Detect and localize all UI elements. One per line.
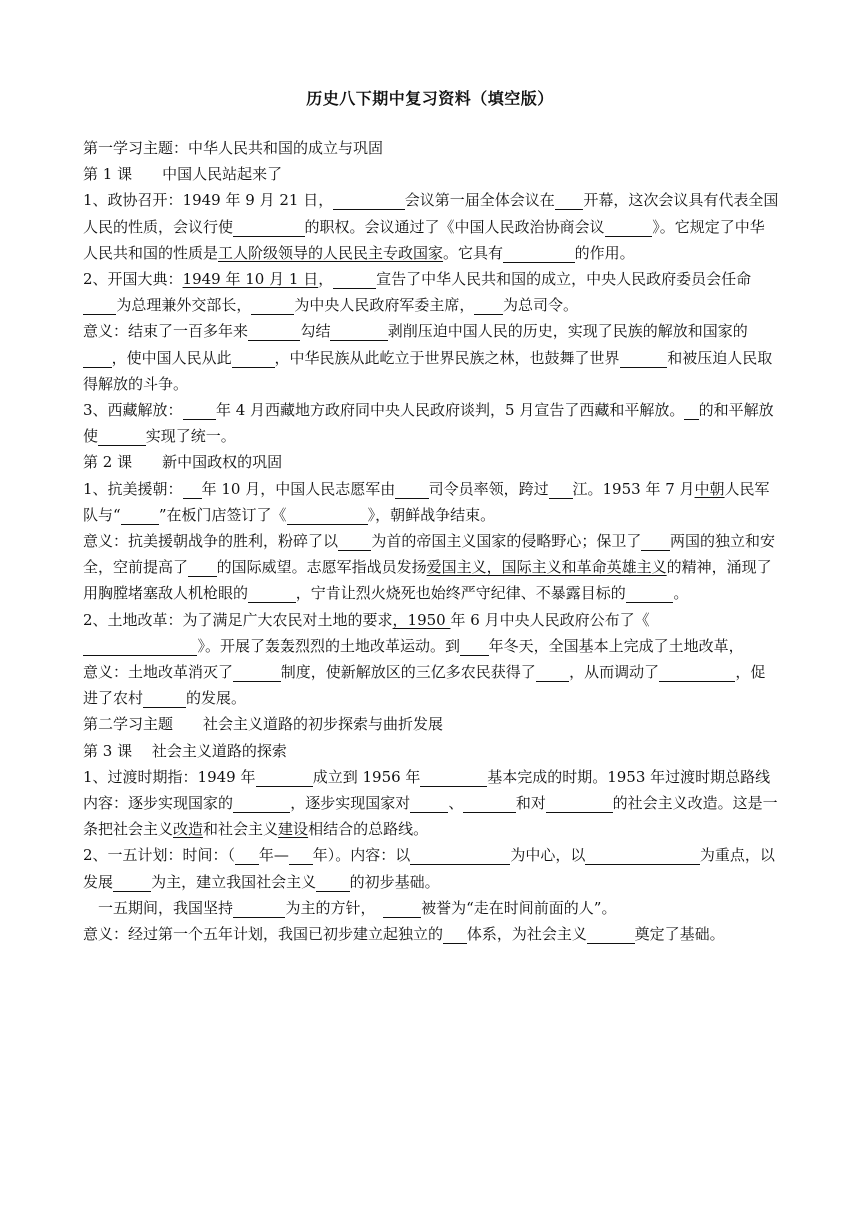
text-segment: 第二学习主题 社会主义道路的初步探索与曲折发展: [83, 715, 444, 734]
fill-blank: [585, 846, 699, 865]
text-segment: 年 4 月西藏地方政府同中央人民政府谈判，5 月宣告了西藏和平解放。: [215, 401, 685, 420]
text-segment: 第 2 课 新中国政权的巩固: [83, 453, 283, 472]
text-segment: ，从而调动了: [569, 663, 660, 682]
fill-blank: [410, 794, 448, 813]
text-segment: 的职权。会议通过了《中国人民政治协商会议: [304, 217, 605, 236]
text-segment: 江。1953 年 7 月: [572, 479, 695, 498]
text-segment: 2、开国大典：: [83, 270, 183, 289]
text-segment: 的发展。: [185, 689, 246, 708]
fill-blank: [83, 637, 197, 656]
text-segment: 意义：经过第一个五年计划，我国已初步建立起独立的: [83, 925, 444, 944]
fill-blank: [248, 584, 296, 603]
underlined-text: 爱国主义，国际主义和革命英雄主义: [426, 558, 667, 577]
fill-blank: [684, 401, 698, 420]
text-segment: 被誉为“走在时间前面的人”。: [421, 898, 617, 917]
paragraph: [83, 135, 779, 161]
text-segment: 开幕，这次会议具有代表全国人民的性质，会议行使: [83, 191, 779, 236]
fill-blank: [443, 925, 467, 944]
fill-blank: [383, 899, 421, 918]
document-body: [83, 135, 779, 947]
paragraph: [83, 711, 779, 737]
text-segment: 基本完成的时期。1953 年过渡时期总路线内容：逐步实现国家的: [83, 767, 771, 813]
text-segment: 为首的帝国主义国家的侵略野心；保卫了: [371, 532, 642, 551]
text-segment: 司令员率领，跨过: [428, 479, 549, 498]
text-segment: ，促进了农村: [83, 663, 766, 708]
fill-blank: [188, 558, 217, 577]
text-segment: 》，朝鲜战争结束。: [367, 505, 496, 524]
text-segment: 年 6 月中央人民政府公布了《: [450, 610, 650, 629]
paragraph: [83, 161, 779, 187]
text-segment: 年 10 月，中国人民志愿军由: [201, 479, 396, 498]
fill-blank: [555, 191, 584, 210]
text-segment: ，: [318, 270, 334, 289]
fill-blank: [626, 584, 674, 603]
text-segment: 剥削压迫中国人民的历史，实现了民族的解放和国家的: [387, 322, 748, 341]
fill-blank: [233, 663, 281, 682]
underlined-text: 中朝: [694, 479, 725, 498]
text-segment: 和对: [515, 794, 546, 813]
fill-blank: [251, 296, 294, 315]
underlined-text: 建设: [278, 820, 309, 839]
text-segment: 3、西藏解放：: [83, 401, 183, 420]
fill-blank: [256, 768, 313, 787]
text-segment: 的和平解放使: [83, 401, 774, 446]
text-segment: 的精神，涌现了用胸膛堵塞敌人机枪眼的: [83, 558, 772, 603]
text-segment: ”在板门店签订了《: [158, 505, 287, 524]
text-segment: 意义：结束了一百多年来: [83, 322, 249, 341]
text-segment: 为主，建立我国社会主义: [151, 872, 317, 891]
text-segment: ，使中国人民从此: [111, 348, 232, 367]
text-segment: 人民军队与“: [83, 479, 770, 524]
text-segment: 为重点，以发展: [83, 846, 775, 891]
paragraph: [83, 738, 779, 764]
text-segment: 》。开展了轰轰烈烈的土地改革运动。到: [197, 636, 460, 655]
fill-blank: [316, 873, 349, 892]
paragraph: [83, 187, 779, 266]
text-segment: 会议第一届全体会议在: [404, 191, 555, 210]
text-segment: 、: [448, 794, 464, 813]
fill-blank: [641, 532, 670, 551]
fill-blank: [549, 480, 573, 499]
fill-blank: [143, 689, 186, 708]
fill-blank: [233, 794, 290, 813]
paragraph: [83, 397, 779, 449]
fill-blank: [420, 768, 487, 787]
text-segment: 。它具有: [443, 243, 504, 262]
text-segment: 年冬天，全国基本上完成了土地改革，: [488, 636, 744, 655]
fill-blank: [98, 427, 146, 446]
text-segment: 意义：抗美援朝战争的胜利，粉碎了以: [83, 532, 339, 551]
fill-blank: [333, 191, 405, 210]
fill-blank: [235, 846, 259, 865]
text-segment: 2、土地改革：为了满足广大农民对土地的要求: [83, 610, 393, 629]
text-segment: ，逐步实现国家对: [290, 794, 411, 813]
fill-blank: [338, 532, 371, 551]
fill-blank: [474, 296, 503, 315]
fill-blank: [233, 218, 305, 237]
text-segment: 1、过渡时期指：1949 年: [83, 767, 256, 786]
text-segment: ，宁肯让烈火烧死也始终严守纪律、不暴露目标的: [295, 584, 626, 603]
paragraph: [83, 528, 779, 607]
fill-blank: [183, 401, 216, 420]
text-segment: 成立到 1956 年: [312, 767, 421, 786]
fill-blank: [183, 480, 202, 499]
text-segment: 一五期间，我国坚持: [98, 898, 234, 917]
underlined-text: 1949 年 10 月 1 日: [182, 270, 319, 289]
text-segment: 制度，使新解放区的三亿多农民获得了: [280, 663, 536, 682]
fill-blank: [333, 270, 376, 289]
text-segment: 年）。内容：以: [312, 846, 411, 865]
underlined-text: ，1950: [392, 610, 451, 629]
fill-blank: [587, 925, 635, 944]
text-segment: 第 3 课 社会主义道路的探索: [83, 741, 287, 760]
fill-blank: [410, 846, 510, 865]
fill-blank: [121, 506, 159, 525]
text-segment: 相结合的总路线。: [308, 820, 429, 839]
text-segment: 年—: [258, 846, 289, 865]
text-segment: 为主的方针，: [285, 898, 383, 917]
underlined-text: 工人阶级领导的人民民主专政国家: [218, 243, 444, 262]
page-title: 历史八下期中复习资料（填空版）: [306, 89, 554, 108]
fill-blank: [248, 322, 300, 341]
text-segment: 为中央人民政府军委主席，: [294, 296, 475, 315]
text-segment: 。: [673, 584, 689, 603]
text-segment: 1、政协召开：1949 年 9 月 21 日，: [83, 191, 334, 210]
paragraph: [83, 266, 779, 318]
fill-blank: [620, 349, 668, 368]
paragraph: [83, 764, 779, 843]
text-segment: 的社会主义改造。这是一条把社会主义: [83, 794, 778, 839]
paragraph: [83, 921, 779, 947]
text-segment: 》。它规定了中华人民共和国的性质是: [83, 217, 765, 262]
paragraph: [83, 842, 779, 894]
fill-blank: [463, 794, 515, 813]
paragraph: [83, 318, 779, 397]
fill-blank: [83, 349, 112, 368]
text-segment: ，中华民族从此屹立于世界民族之林，也鼓舞了世界: [274, 348, 620, 367]
fill-blank: [536, 663, 569, 682]
fill-blank: [503, 244, 575, 263]
text-segment: 第 1 课 中国人民站起来了: [83, 165, 283, 184]
text-segment: 和社会主义: [203, 820, 279, 839]
fill-blank: [233, 899, 285, 918]
text-segment: 的初步基础。: [349, 872, 440, 891]
fill-blank: [83, 296, 116, 315]
fill-blank: [395, 480, 428, 499]
text-segment: 和被压迫人民取得解放的斗争。: [83, 348, 773, 393]
text-segment: 勾结: [300, 322, 331, 341]
fill-blank: [113, 873, 151, 892]
text-segment: 为总司令。: [502, 296, 578, 315]
paragraph: [83, 476, 779, 528]
fill-blank: [232, 349, 275, 368]
fill-blank: [330, 322, 387, 341]
text-segment: 第一学习主题：中华人民共和国的成立与巩固: [83, 139, 384, 157]
text-segment: 的作用。: [574, 243, 635, 262]
fill-blank: [287, 506, 368, 525]
underlined-text: 改造: [173, 820, 204, 839]
text-segment: 宣告了中华人民共和国的成立，中央人民政府委员会任命: [376, 270, 752, 289]
text-segment: 为总理兼外交部长，: [116, 296, 252, 315]
fill-blank: [460, 637, 489, 656]
fill-blank: [605, 218, 653, 237]
fill-blank: [289, 846, 313, 865]
paragraph: [83, 659, 779, 711]
text-segment: 意义：土地改革消灭了: [83, 663, 234, 682]
paragraph: [83, 449, 779, 475]
text-segment: 实现了统一。: [145, 427, 236, 446]
fill-blank: [546, 794, 613, 813]
fill-blank: [659, 663, 735, 682]
text-segment: 奠定了基础。: [634, 925, 725, 944]
text-segment: 的国际威望。志愿军指战员发扬: [216, 558, 427, 577]
text-segment: 2、一五计划：时间：（: [83, 846, 236, 865]
text-segment: 1、抗美援朝：: [83, 479, 183, 498]
text-segment: 两国的独立和安全，空前提高了: [83, 532, 776, 577]
paragraph: [83, 895, 779, 921]
paragraph: [83, 607, 779, 659]
text-segment: 为中心，以: [510, 846, 586, 865]
text-segment: 体系，为社会主义: [466, 925, 587, 944]
